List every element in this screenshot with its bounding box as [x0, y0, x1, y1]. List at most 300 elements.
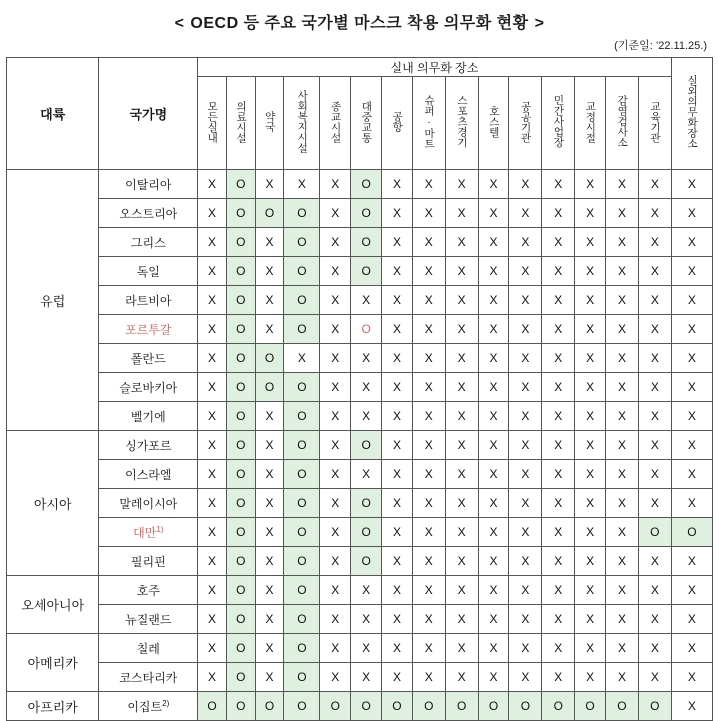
- status-cell: X: [478, 547, 509, 576]
- status-cell: X: [542, 460, 575, 489]
- table-row: [7, 199, 713, 228]
- status-cell: X: [638, 547, 671, 576]
- status-cell: X: [255, 663, 284, 692]
- header-column-label: 모든실내: [206, 100, 219, 143]
- status-cell: O: [284, 257, 320, 286]
- status-cell: X: [445, 518, 478, 547]
- country-cell: 라트비아: [99, 286, 198, 315]
- status-cell: X: [445, 460, 478, 489]
- region-cell: 아시아: [7, 431, 99, 576]
- status-cell: O: [284, 286, 320, 315]
- status-cell: X: [320, 634, 351, 663]
- status-cell: X: [638, 605, 671, 634]
- status-cell: O: [509, 692, 542, 721]
- status-cell: O: [351, 199, 382, 228]
- header-column-label: 슈퍼·마트: [423, 94, 436, 149]
- status-cell: X: [320, 402, 351, 431]
- status-cell: X: [382, 431, 413, 460]
- status-cell: X: [382, 547, 413, 576]
- header-column-0: [198, 77, 227, 170]
- status-cell: X: [412, 199, 445, 228]
- status-cell: X: [382, 489, 413, 518]
- status-cell: X: [255, 634, 284, 663]
- status-cell: X: [638, 170, 671, 199]
- header-column-9: [478, 77, 509, 170]
- status-cell: O: [226, 431, 255, 460]
- status-cell: O: [478, 692, 509, 721]
- table-row: [7, 634, 713, 663]
- status-cell: X: [478, 431, 509, 460]
- status-cell: X: [478, 489, 509, 518]
- status-cell: O: [226, 692, 255, 721]
- status-cell: X: [198, 344, 227, 373]
- status-cell: O: [606, 692, 639, 721]
- status-cell: O: [226, 460, 255, 489]
- status-cell: X: [575, 402, 606, 431]
- status-cell: X: [542, 431, 575, 460]
- status-cell: X: [382, 199, 413, 228]
- status-cell: X: [445, 257, 478, 286]
- status-cell: O: [542, 692, 575, 721]
- header-column-label: 스포츠경기: [455, 95, 468, 148]
- footnote-marker: 2): [162, 698, 170, 708]
- status-cell: X: [198, 257, 227, 286]
- status-cell: X: [671, 663, 712, 692]
- status-cell: X: [638, 257, 671, 286]
- header-outdoor-label: 실외의무화장소: [686, 75, 699, 149]
- table-row: [7, 257, 713, 286]
- status-cell: O: [226, 257, 255, 286]
- status-cell: X: [575, 373, 606, 402]
- status-cell: O: [255, 373, 284, 402]
- status-cell: O: [284, 489, 320, 518]
- header-column-5: [351, 77, 382, 170]
- page-title: [0, 0, 719, 35]
- status-cell: X: [382, 344, 413, 373]
- status-cell: X: [198, 228, 227, 257]
- status-cell: O: [255, 344, 284, 373]
- status-cell: X: [255, 547, 284, 576]
- status-cell: X: [412, 228, 445, 257]
- status-cell: X: [351, 634, 382, 663]
- status-cell: X: [606, 402, 639, 431]
- status-cell: O: [226, 344, 255, 373]
- status-cell: X: [575, 286, 606, 315]
- status-cell: X: [638, 315, 671, 344]
- status-cell: X: [478, 286, 509, 315]
- status-cell: X: [382, 170, 413, 199]
- status-cell: X: [606, 344, 639, 373]
- status-cell: X: [575, 170, 606, 199]
- status-cell: O: [284, 431, 320, 460]
- status-cell: X: [509, 344, 542, 373]
- region-cell: 오세아니아: [7, 576, 99, 634]
- status-cell: X: [542, 344, 575, 373]
- status-cell: X: [412, 460, 445, 489]
- header-column-13: [606, 77, 639, 170]
- status-cell: X: [320, 431, 351, 460]
- header-column-label: 공항: [391, 111, 404, 133]
- status-cell: X: [606, 199, 639, 228]
- status-cell: X: [412, 489, 445, 518]
- country-cell: 호주: [99, 576, 198, 605]
- status-cell: X: [575, 431, 606, 460]
- status-cell: X: [382, 315, 413, 344]
- table-row: [7, 663, 713, 692]
- status-cell: O: [284, 518, 320, 547]
- status-cell: X: [606, 460, 639, 489]
- status-cell: X: [638, 286, 671, 315]
- status-cell: X: [478, 576, 509, 605]
- status-cell: X: [542, 663, 575, 692]
- country-cell: 이스라엘: [99, 460, 198, 489]
- status-cell: X: [198, 489, 227, 518]
- status-cell: X: [671, 170, 712, 199]
- status-cell: O: [351, 315, 382, 344]
- status-cell: O: [284, 460, 320, 489]
- status-cell: X: [382, 663, 413, 692]
- status-cell: X: [255, 518, 284, 547]
- header-region: 대륙: [7, 58, 99, 170]
- table-row: [7, 373, 713, 402]
- status-cell: X: [320, 257, 351, 286]
- status-cell: X: [606, 547, 639, 576]
- status-cell: X: [575, 576, 606, 605]
- status-cell: X: [198, 518, 227, 547]
- status-cell: X: [671, 402, 712, 431]
- status-cell: X: [638, 663, 671, 692]
- status-cell: X: [542, 373, 575, 402]
- status-cell: X: [638, 199, 671, 228]
- status-cell: X: [255, 286, 284, 315]
- status-cell: X: [606, 605, 639, 634]
- status-cell: X: [412, 286, 445, 315]
- table-row: [7, 402, 713, 431]
- header-column-14: [638, 77, 671, 170]
- status-cell: X: [606, 518, 639, 547]
- table-row: [7, 228, 713, 257]
- status-cell: X: [198, 373, 227, 402]
- status-cell: X: [509, 431, 542, 460]
- status-cell: X: [198, 634, 227, 663]
- status-cell: X: [606, 228, 639, 257]
- status-cell: X: [198, 286, 227, 315]
- header-column-label: 교정시절: [584, 100, 597, 143]
- status-cell: X: [445, 228, 478, 257]
- status-cell: X: [606, 663, 639, 692]
- status-cell: X: [412, 373, 445, 402]
- status-cell: X: [542, 315, 575, 344]
- country-cell: 필리핀: [99, 547, 198, 576]
- country-cell: 독일: [99, 257, 198, 286]
- status-cell: O: [226, 286, 255, 315]
- status-cell: X: [575, 460, 606, 489]
- status-cell: X: [509, 634, 542, 663]
- status-cell: O: [226, 373, 255, 402]
- country-cell: 말레이시아: [99, 489, 198, 518]
- status-cell: X: [382, 373, 413, 402]
- header-column-label: 감염검사소: [616, 95, 629, 148]
- country-cell: 뉴질랜드: [99, 605, 198, 634]
- header-outdoor: [671, 58, 712, 170]
- country-cell: 싱가포르: [99, 431, 198, 460]
- header-indoor-group: 실내 의무화 장소: [198, 58, 672, 77]
- status-cell: X: [255, 170, 284, 199]
- status-cell: X: [320, 605, 351, 634]
- status-cell: X: [509, 547, 542, 576]
- status-cell: X: [445, 344, 478, 373]
- right-chevron-icon: >: [534, 15, 545, 32]
- status-cell: X: [671, 315, 712, 344]
- table-row: [7, 170, 713, 199]
- page-title-text: OECD 등 주요 국가별 마스크 착용 의무화 현황: [190, 15, 529, 32]
- status-cell: O: [226, 605, 255, 634]
- status-cell: X: [412, 605, 445, 634]
- status-cell: X: [445, 489, 478, 518]
- status-cell: X: [478, 373, 509, 402]
- status-cell: X: [606, 634, 639, 663]
- region-cell: 아프리카: [7, 692, 99, 721]
- status-cell: X: [255, 257, 284, 286]
- header-column-label: 의료시설: [235, 100, 248, 143]
- country-cell: 칠레: [99, 634, 198, 663]
- status-cell: X: [284, 170, 320, 199]
- status-cell: X: [382, 286, 413, 315]
- header-column-6: [382, 77, 413, 170]
- status-cell: X: [478, 315, 509, 344]
- status-cell: O: [351, 170, 382, 199]
- table-row: [7, 286, 713, 315]
- status-cell: X: [606, 576, 639, 605]
- status-cell: X: [445, 402, 478, 431]
- status-cell: X: [509, 489, 542, 518]
- header-column-label: 민간사업장: [552, 95, 565, 148]
- status-cell: X: [351, 286, 382, 315]
- status-cell: X: [412, 663, 445, 692]
- status-cell: X: [412, 576, 445, 605]
- status-cell: X: [575, 199, 606, 228]
- status-cell: O: [351, 518, 382, 547]
- table-row: [7, 518, 713, 547]
- status-cell: O: [351, 257, 382, 286]
- status-cell: O: [226, 663, 255, 692]
- table-row: [7, 576, 713, 605]
- country-cell: 포르투갈: [99, 315, 198, 344]
- status-cell: O: [226, 518, 255, 547]
- status-cell: X: [445, 634, 478, 663]
- status-cell: X: [478, 460, 509, 489]
- status-cell: X: [575, 228, 606, 257]
- left-chevron-icon: <: [174, 15, 185, 32]
- table-row: [7, 315, 713, 344]
- status-cell: O: [284, 228, 320, 257]
- country-cell: 슬로바키아: [99, 373, 198, 402]
- status-cell: X: [575, 605, 606, 634]
- status-cell: X: [509, 518, 542, 547]
- status-cell: X: [575, 315, 606, 344]
- status-cell: X: [255, 460, 284, 489]
- status-cell: X: [412, 402, 445, 431]
- table-row: [7, 431, 713, 460]
- mask-mandate-table: [6, 57, 713, 721]
- status-cell: X: [255, 489, 284, 518]
- table-row: [7, 547, 713, 576]
- status-cell: X: [412, 547, 445, 576]
- status-cell: X: [198, 605, 227, 634]
- status-cell: O: [226, 634, 255, 663]
- table-row: [7, 344, 713, 373]
- header-column-4: [320, 77, 351, 170]
- footnote-marker: 1): [156, 524, 164, 534]
- status-cell: O: [226, 576, 255, 605]
- status-cell: O: [638, 692, 671, 721]
- status-cell: O: [255, 199, 284, 228]
- status-cell: X: [509, 286, 542, 315]
- status-cell: X: [255, 228, 284, 257]
- status-cell: X: [445, 576, 478, 605]
- status-cell: X: [575, 344, 606, 373]
- status-cell: O: [284, 634, 320, 663]
- status-cell: X: [320, 228, 351, 257]
- status-cell: X: [320, 518, 351, 547]
- status-cell: X: [320, 547, 351, 576]
- country-cell: 그리스: [99, 228, 198, 257]
- status-cell: O: [351, 228, 382, 257]
- status-cell: X: [255, 576, 284, 605]
- status-cell: X: [638, 344, 671, 373]
- status-cell: X: [445, 663, 478, 692]
- status-cell: X: [671, 576, 712, 605]
- status-cell: X: [320, 576, 351, 605]
- header-column-8: [445, 77, 478, 170]
- status-cell: O: [226, 170, 255, 199]
- status-cell: X: [255, 315, 284, 344]
- status-cell: X: [606, 489, 639, 518]
- status-cell: X: [412, 634, 445, 663]
- header-column-10: [509, 77, 542, 170]
- status-cell: X: [198, 460, 227, 489]
- status-cell: X: [671, 460, 712, 489]
- status-cell: X: [320, 663, 351, 692]
- status-cell: X: [509, 460, 542, 489]
- status-cell: X: [542, 634, 575, 663]
- status-cell: O: [226, 199, 255, 228]
- status-cell: X: [255, 605, 284, 634]
- status-cell: X: [638, 576, 671, 605]
- status-cell: X: [509, 315, 542, 344]
- status-cell: X: [478, 634, 509, 663]
- header-column-label: 종교시설: [329, 100, 342, 143]
- status-cell: X: [445, 547, 478, 576]
- status-cell: O: [638, 518, 671, 547]
- status-cell: X: [671, 634, 712, 663]
- status-cell: X: [509, 605, 542, 634]
- status-cell: X: [671, 199, 712, 228]
- status-cell: X: [509, 170, 542, 199]
- header-column-label: 교육기관: [649, 100, 662, 143]
- status-cell: O: [351, 489, 382, 518]
- status-cell: X: [671, 373, 712, 402]
- status-cell: X: [445, 315, 478, 344]
- status-cell: X: [606, 170, 639, 199]
- status-cell: X: [198, 663, 227, 692]
- status-cell: O: [382, 692, 413, 721]
- status-cell: X: [575, 489, 606, 518]
- status-cell: X: [575, 518, 606, 547]
- country-cell: 벨기에: [99, 402, 198, 431]
- status-cell: X: [542, 286, 575, 315]
- status-cell: X: [382, 605, 413, 634]
- status-cell: X: [382, 228, 413, 257]
- status-cell: X: [412, 431, 445, 460]
- status-cell: O: [226, 228, 255, 257]
- status-cell: X: [542, 576, 575, 605]
- status-cell: X: [198, 547, 227, 576]
- status-cell: O: [284, 199, 320, 228]
- country-cell: 이집트$^{2)}$: [99, 692, 198, 721]
- status-cell: X: [382, 460, 413, 489]
- status-cell: X: [671, 605, 712, 634]
- header-column-label: 공공기관: [519, 100, 532, 143]
- status-cell: X: [606, 286, 639, 315]
- status-cell: X: [509, 228, 542, 257]
- status-cell: X: [198, 315, 227, 344]
- status-cell: X: [638, 460, 671, 489]
- status-cell: X: [671, 344, 712, 373]
- status-cell: X: [478, 518, 509, 547]
- status-cell: X: [445, 170, 478, 199]
- region-cell: 유럽: [7, 170, 99, 431]
- status-cell: X: [382, 518, 413, 547]
- header-column-12: [575, 77, 606, 170]
- header-column-1: [226, 77, 255, 170]
- status-cell: X: [509, 199, 542, 228]
- status-cell: X: [575, 634, 606, 663]
- status-cell: X: [412, 257, 445, 286]
- header-column-label: 사회복지시설: [296, 90, 309, 154]
- status-cell: O: [255, 692, 284, 721]
- status-cell: O: [575, 692, 606, 721]
- status-cell: O: [351, 692, 382, 721]
- status-cell: X: [320, 373, 351, 402]
- header-column-7: [412, 77, 445, 170]
- status-cell: X: [320, 489, 351, 518]
- status-cell: X: [284, 344, 320, 373]
- country-cell: 폴란드: [99, 344, 198, 373]
- status-cell: X: [671, 489, 712, 518]
- header-column-label: 호스텔: [487, 105, 500, 138]
- status-cell: X: [478, 199, 509, 228]
- status-cell: X: [382, 576, 413, 605]
- status-cell: X: [478, 663, 509, 692]
- status-cell: X: [478, 402, 509, 431]
- status-cell: X: [671, 286, 712, 315]
- status-cell: X: [478, 605, 509, 634]
- status-cell: X: [575, 547, 606, 576]
- status-cell: X: [542, 547, 575, 576]
- status-cell: X: [606, 373, 639, 402]
- status-cell: X: [351, 605, 382, 634]
- status-cell: X: [509, 576, 542, 605]
- status-cell: O: [412, 692, 445, 721]
- status-cell: X: [509, 402, 542, 431]
- status-cell: O: [351, 431, 382, 460]
- status-cell: X: [255, 431, 284, 460]
- status-cell: X: [638, 373, 671, 402]
- status-cell: X: [575, 257, 606, 286]
- status-cell: X: [542, 199, 575, 228]
- status-cell: X: [638, 431, 671, 460]
